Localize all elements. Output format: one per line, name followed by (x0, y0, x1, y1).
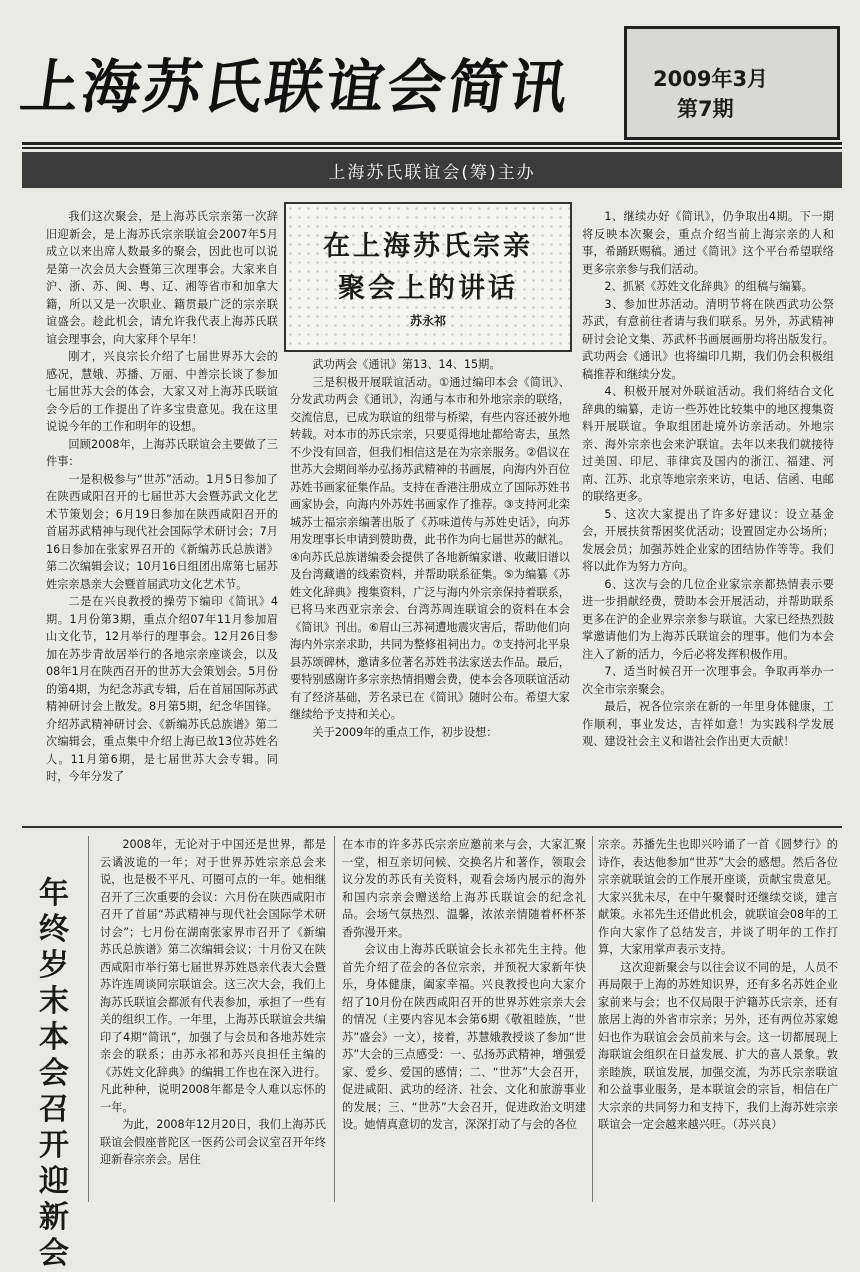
paragraph: 4、积极开展对外联谊活动。我们将结合文化辞典的编纂，走访一些苏姓比较集中的地区搜集资料开展联谊。争取组团赴境外访亲活动。外地宗亲、海外宗亲也会来沪联谊。去年以来我们就接待过美国、印尼、菲律宾及国内的浙江、福建、河南、江苏、北京等地宗亲来访，电话、信函、电邮的联络更多。 (582, 385, 834, 503)
masthead-title: 上海苏氏联谊会简讯 (16, 53, 576, 121)
header-rule (22, 142, 842, 145)
paragraph: 2008年，无论对于中国还是世界，都是云谲波诡的一年；对于世界苏姓宗亲总会来说，也是极不平凡、可圈可点的一年。她相继召开了三次重要的会议：六月份在陕西咸阳市召开了首届“苏武精神与现代社会国际学术研讨会”；七月份在湖南张家界市召开了《新编苏氏总族谱》第二次编辑会议；十月份又在陕西咸阳市举行第七届世界苏姓恳亲代表大会暨苏许连周谈同宗联谊会。这三次大会，我们上海苏氏联谊会都派有代表参加，承担了一些有关的组织工作。一年里，上海苏氏联谊会共编印了4期“简讯”，加强了与会员和各地苏姓宗亲会的联系；由苏永祁和苏兴良担任主编的《苏姓文化辞典》的编辑工作也在深入进行。凡此种种，说明2008年都是令人难以忘怀的一年。 (100, 838, 326, 1114)
paragraph: 2、抓紧《苏姓文化辞典》的组稿与编纂。 (604, 280, 813, 293)
article2-title: 年终岁末本会召开迎新会 (39, 876, 69, 1271)
article1-author: 苏永祁 (409, 314, 446, 328)
paragraph: 5、这次大家提出了许多好建议：设立基金会，开展扶贫帮困奖优活动；设置固定办公场所；发展会员；加强苏姓企业家的团结协作等等。我们将以此作为努力方向。 (582, 507, 834, 573)
article2-column-2 (342, 836, 586, 1202)
paragraph: 回顾2008年，上海苏氏联谊会主要做了三件事： (46, 437, 278, 468)
paragraph: 这次迎新聚会与以往会议不同的是，人员不再局限于上海的苏姓知识界，还有多名苏姓企业家前来与会；也不仅局限于沪籍苏氏宗亲，还有旅居上海的外省市宗亲；另外，还有两位苏家媳妇也作为联谊会会员前来与会。这一切都展现上海联谊会组织在日益发展、扩大的喜人景象。敦亲睦族，联谊发展，加强交流，为苏氏宗亲联谊和公益事业服务，是本联谊会的宗旨，相信在广大宗亲的共同努力和支持下，我们上海苏姓宗亲联谊会一定会越来越兴旺。（苏兴良） (598, 960, 838, 1131)
article2-column-1 (100, 836, 326, 1202)
paragraph: 刚才，兴良宗长介绍了七届世界苏大会的感况，慧娥、苏播、万丽、中善宗长谈了参加七届世苏大会的体会，大家又对上海苏氏联谊会今后的工作提出了许多宝贵意见。我在这里说说今年的工作和明年的设想。 (46, 350, 278, 433)
paragraph: 二是在兴良教授的操劳下编印《简讯》4期。1月份第3期，重点介绍07年11月参加眉山文化节，12月举行的理事会。12月26日参加在苏步青故居举行的各地宗亲座谈会，以及08年1月在陕西召开的世苏大会策划会。5月份的第4期，为纪念苏武专辑，后在首届国际苏武精神研讨会上散发。8月第5期，纪念华国锋。介绍苏武精神研讨会、《新编苏氏总族谱》第二次编辑会，重点集中介绍上海已故13位苏姓名人。11月第6期，是七届世苏大会专辑。同时，今年分发了 (46, 595, 278, 783)
section-divider (22, 826, 842, 828)
paragraph: 宗亲。苏播先生也即兴吟诵了一首《圆梦行》的诗作，表达他参加“世苏”大会的感想。然后各位宗亲就联谊会的工作展开座谈，贡献宝贵意见。大家兴犹未尽，在中午聚餐时还继续交谈，建言献策。永祁先生还借此机会，就联谊会08年的工作向大家作了总结发言，并谈了明年的工作打算，大家用掌声表示支持。 (598, 838, 838, 956)
paragraph: 为此，2008年12月20日，我们上海苏氏联谊会假座普陀区一医药公司会议室召开年终迎新春宗亲会。居住 (100, 1118, 326, 1166)
article2-column-3 (598, 836, 838, 1202)
paragraph: 三是积极开展联谊活动。①通过编印本会《简讯》、分发武功两会《通讯》，沟通与本市和外地宗亲的联络，交流信息，已成为联谊的纽带与桥梁，有些内容还被外地转载。对本市的苏氏宗亲，只要觅得地址都给寄去，虽然不少没有回音，但我们相信这是在为宗亲服务。②倡议在世苏大会期间举办弘扬苏武精神的书画展，向海内外百位苏姓书画家征集作品。支持在香港注册成立了国际苏姓书画家协会，向海内外苏姓书画家作了推荐。③支持河北栾城苏士福宗亲编著出版了《苏味道传与苏姓史话》，向苏用发理事长申请到赞助费，此书作为向七届世苏的献礼。④向苏氏总族谱编委会提供了各地新编家谱、收藏旧谱以及台湾藏谱的线索资料，并帮助联系征集。⑤为编纂《苏姓文化辞典》搜集资料，广泛与海内外宗亲保持着联系，已将马来西亚宗亲会、台湾苏周连联谊会的资料在本会《简讯》刊出。⑥眉山三苏祠遭地震灾害后，帮助他们向海内外宗亲求助，共同为整修祖祠出力。⑦支持河北平泉县苏颂碑林，邀请多位著名苏姓书法家送去作品。最后，要特别感谢许多宗亲热情捐赠会费，使本会各项联谊活动有了经济基础，芳名录已在《简讯》随时公布。希望大家继续给予支持和关心。 (290, 375, 570, 721)
paragraph: 6、这次与会的几位企业家宗亲都热情表示要进一步捐献经费，赞助本会开展活动，并帮助联系更多在沪的企业界宗亲参与联谊。大家已经热烈鼓掌邀请他们为上海苏氏联谊会的理事。他们为本会注入了新的活力，今后必将发挥积极作用。 (582, 577, 834, 661)
issue-box (624, 26, 840, 140)
publisher-text: 上海苏氏联谊会(筹)主办 (328, 162, 536, 183)
paragraph: 会议由上海苏氏联谊会长永祁先生主持。他首先介绍了莅会的各位宗亲，并预祝大家新年快乐，身体健康，阖家幸福。兴良教授也向大家介绍了10月份在陕西咸阳召开的世界苏姓宗亲大会的情况（主要内容见本会第6期《敬祖睦族，“世苏”盛会》一文），接着，苏慧娥教授谈了参加“世苏”大会的三点感受：一、弘扬苏武精神，增强爱家、爱乡、爱国的感情；二、“世苏”大会召开，促进咸阳、武功的经济、社会、文化和旅游事业的发展；三、“世苏”大会召开，促进政治文明建设。她情真意切的发言，深深打动了与会的各位 (342, 943, 586, 1131)
article1-title-box (284, 202, 572, 352)
header-rule (22, 147, 842, 149)
article1-column-2 (290, 356, 570, 824)
column-rule (592, 836, 593, 1202)
publisher-banner (22, 152, 842, 188)
column-rule (88, 836, 89, 1202)
article1-column-1 (46, 208, 278, 824)
paragraph: 我们这次聚会，是上海苏氏宗亲第一次辞旧迎新会，是上海苏氏宗亲联谊会2007年5月成立以来出席人数最多的聚会，因此也可以说是第一次会员大会暨第三次理事会。大家来自沪、浙、苏、闽、粤、辽、湘等省市和加拿大籍，所以又是一次职业、籍贯最广泛的宗亲联谊盛会。趁此机会，请允许我代表上海苏氏联谊会理事会，向大家拜个早年！ (46, 210, 278, 346)
column-rule (334, 836, 335, 1202)
paragraph: 一是积极参与“世苏”活动。1月5日参加了在陕西咸阳召开的七届世苏大会暨苏武文化艺术节策划会；6月19日参加在陕西咸阳召开的首届苏武精神与现代社会国际学术研讨会；7月16日参加在张家界召开的《新编苏氏总族谱》第二次编辑会议；10月16日组团出席第七届苏姓宗亲恳亲大会暨首届武功文化艺术节。 (46, 472, 278, 591)
paragraph: 武功两会《通讯》第13、14、15期。 (312, 358, 501, 371)
issue-number: 第7期 (677, 97, 734, 121)
paragraph: 1、继续办好《简讯》，仍争取出4期。下一期将反映本次聚会，重点介绍当前上海宗亲的人和事，希踊跃赐稿。通过《简讯》这个平台希望联络更多宗亲参与我们活动。 (582, 210, 834, 276)
issue-date: 2009年3月 (653, 67, 769, 91)
paragraph: 3、参加世苏活动。清明节将在陕西武功公祭苏武，有意前往者请与我们联系。另外，苏武精神研讨会论文集、苏武杯书画展画册均将出版发行。武功两会《通讯》也将编印几期，我们仍会积极组稿推荐和继续分发。 (582, 297, 834, 381)
article1-column-3 (582, 208, 834, 824)
article1-title-line1: 在上海苏氏宗亲 (323, 231, 533, 262)
paragraph: 最后，祝各位宗亲在新的一年里身体健康，工作顺利，事业发达，吉祥如意！为实践科学发展观、建设社会主义和谐社会作出更大贡献！ (582, 700, 834, 748)
paragraph: 7、适当时候召开一次理事会。争取再举办一次全市宗亲聚会。 (582, 665, 834, 696)
article1-title-line2: 聚会上的讲话 (338, 273, 518, 304)
paragraph: 关于2009年的重点工作，初步设想： (312, 725, 498, 739)
paragraph: 在本市的许多苏氏宗亲应邀前来与会，大家汇聚一堂，相互亲切问候、交换名片和著作，领取会议分发的苏氏有关资料，观看会场内展示的海外和国内宗亲会赠送给上海苏氏联谊会的纪念礼品。会场气氛热烈、温馨，浓浓亲情随着杯杯茶香弥漫开来。 (342, 838, 586, 939)
